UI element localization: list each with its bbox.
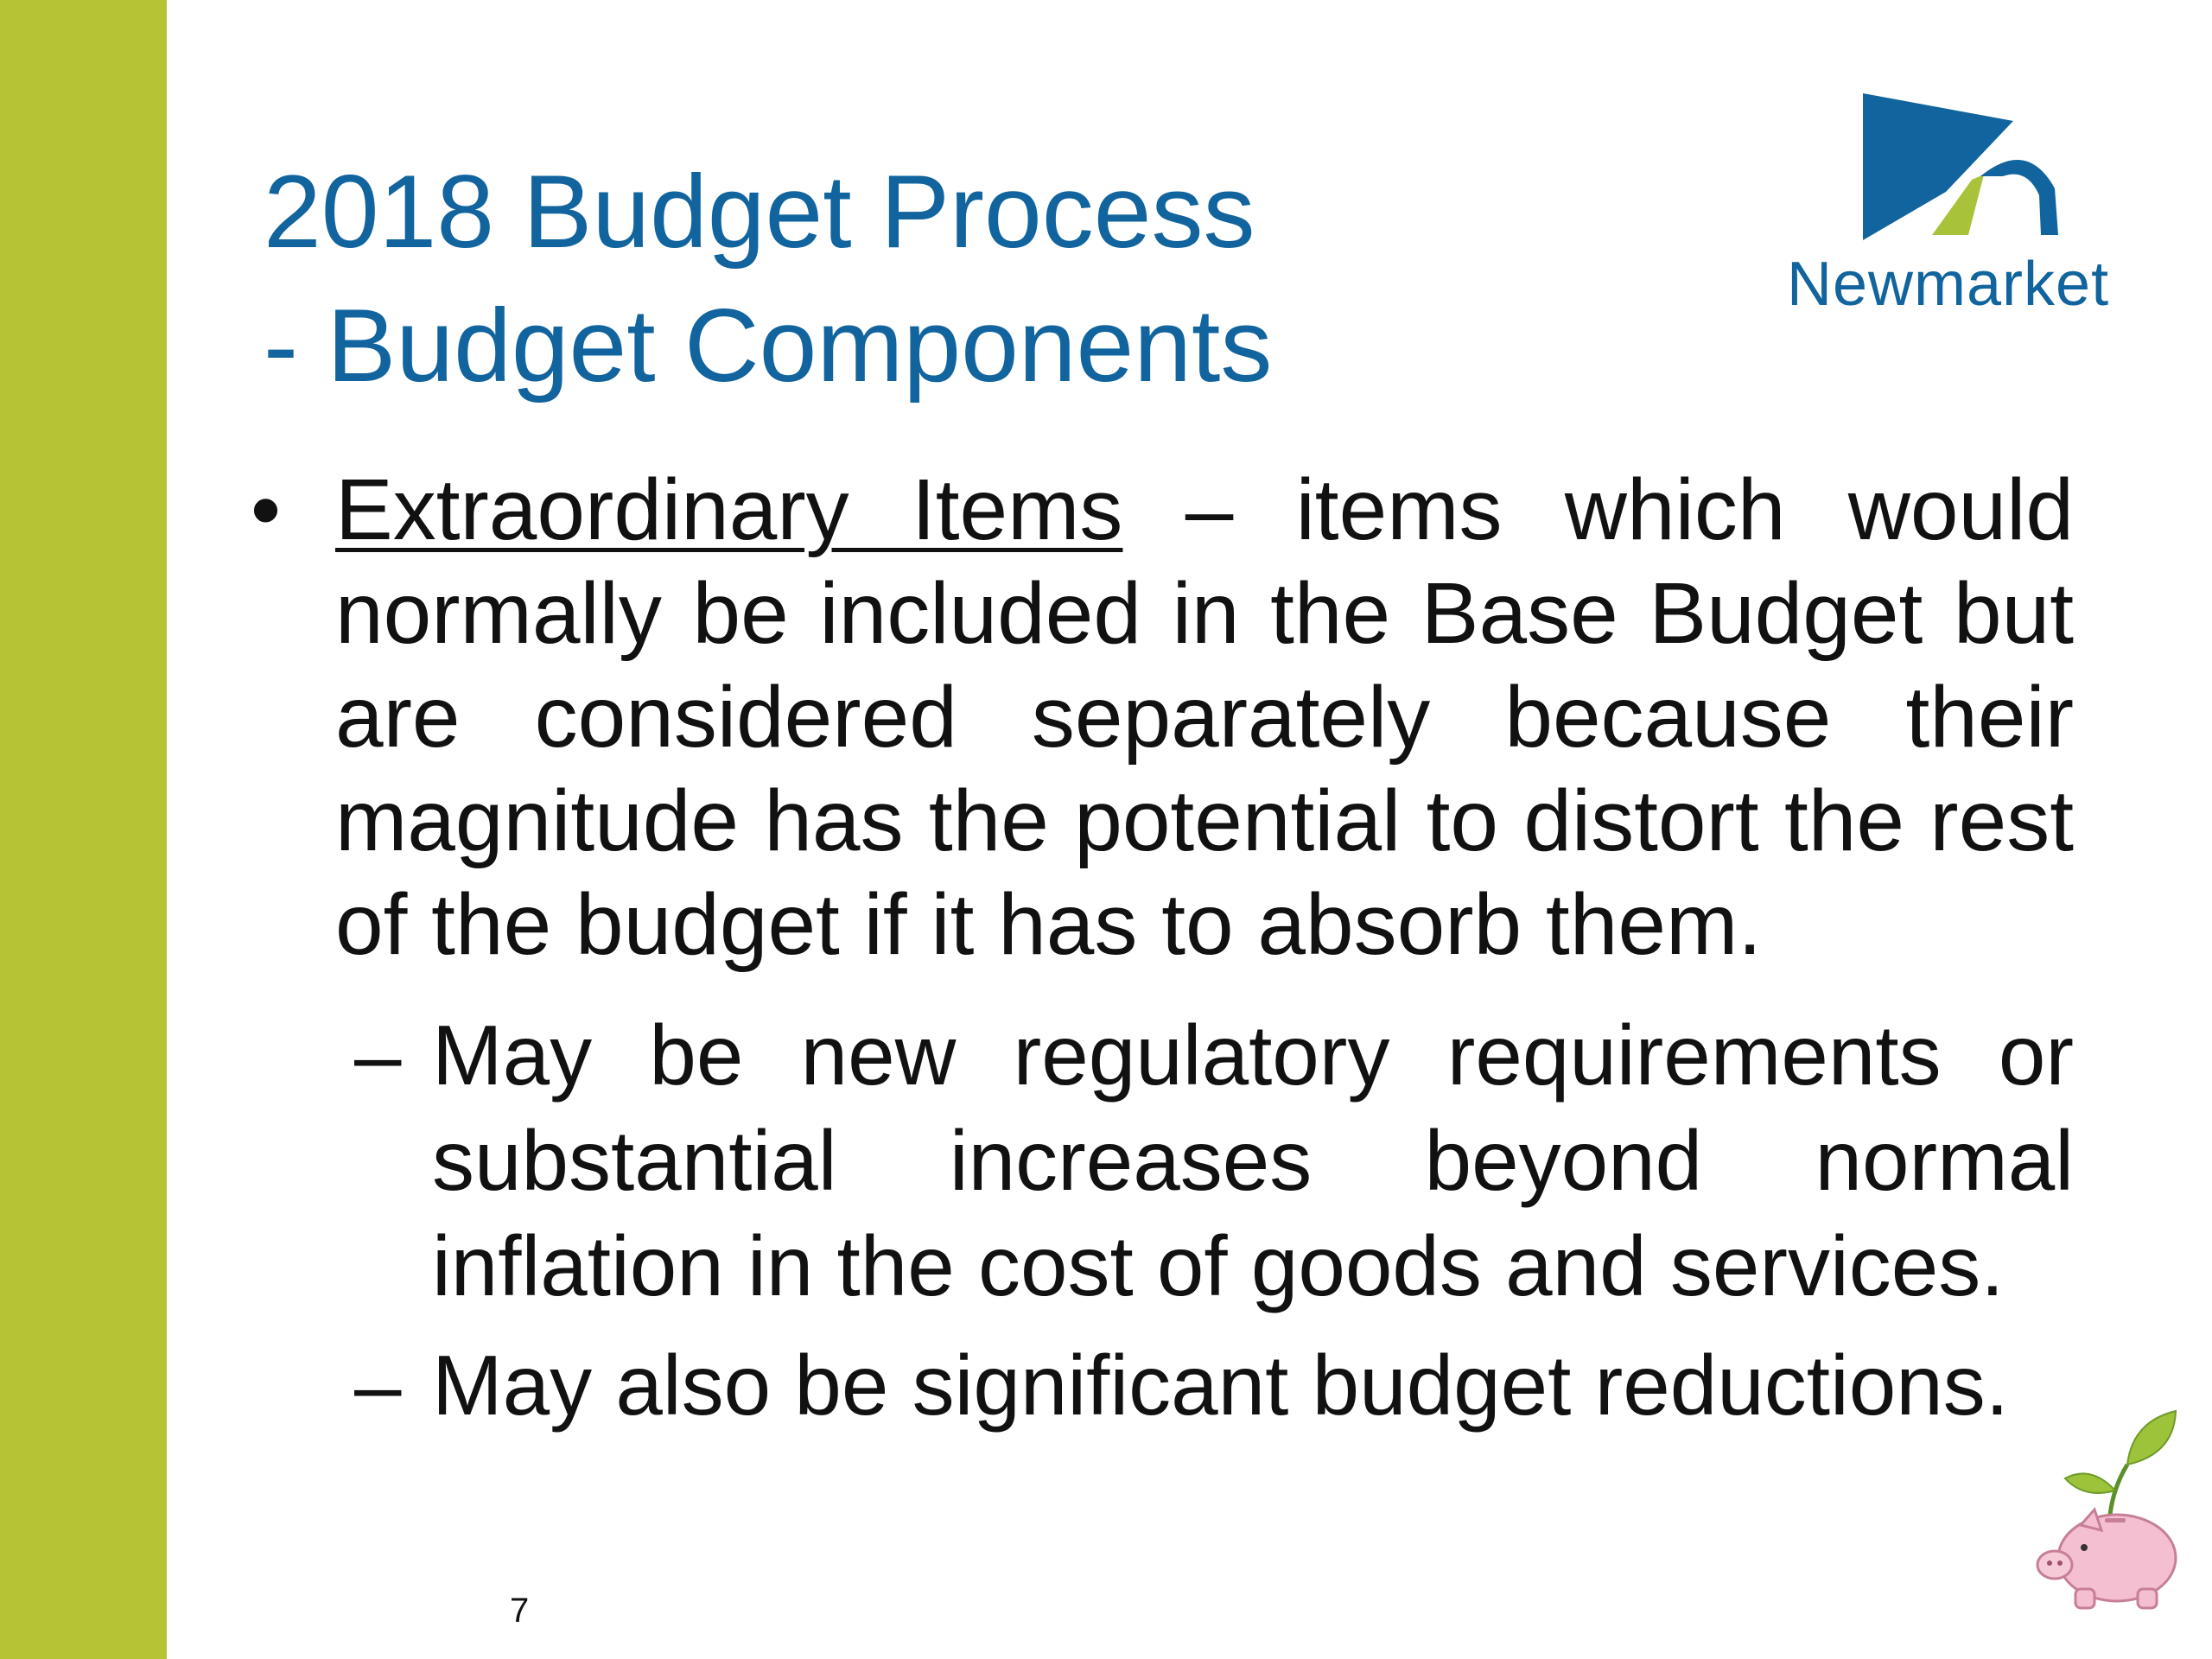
sub-item [251,1332,2074,1438]
logo-wordmark: Newmarket [1787,250,2110,319]
bullet-marker: • [251,461,282,558]
side-accent-bar [0,0,167,1659]
sub-item [251,1002,2074,1319]
title-line-1: 2018 Budget Process [264,154,1255,270]
page-number: 7 [510,1592,530,1630]
bullet-term: Extraordinary Items [335,461,1123,558]
bullet-text: – items which would normally be included in the Base Budget but are considered separately because their magnitude has the potential to distort the rest of the budget if it has to absorb them. [335,461,2074,973]
title-line-2: - Budget Components [264,288,1273,404]
piggy-bank-sprout-icon [2031,1404,2186,1611]
page-title [264,145,1560,413]
sub-item-text: May be new regulatory requirements or substantial increases beyond normal inflation in the cost of goods and services. [432,1007,2074,1313]
sub-item-marker: – [354,1007,402,1103]
sub-item-marker: – [354,1338,402,1433]
slide-body [251,458,2074,1438]
bullet-item [251,458,2074,976]
sub-item-text: May also be significant budget reductions. [432,1338,2009,1433]
